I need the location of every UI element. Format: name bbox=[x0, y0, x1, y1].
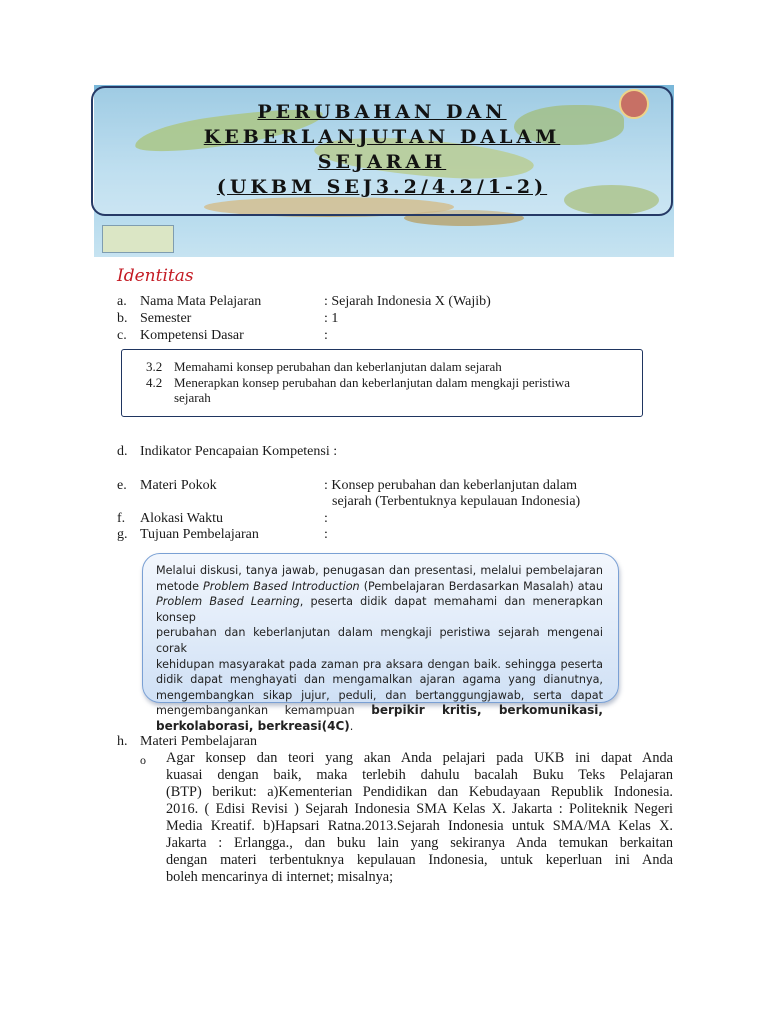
paragraph-line: dengan materi terbentuknya kepulauan Indonesia, untuk keperluan ini Anda bbox=[166, 852, 673, 868]
item-letter-f: f. bbox=[117, 511, 126, 526]
tujuan-text: mengembangankan kemampuan bbox=[156, 704, 372, 718]
title-box bbox=[91, 86, 673, 216]
bullet-icon: o bbox=[140, 753, 146, 767]
tujuan-text: (Pembelajaran Berdasarkan Masalah) atau bbox=[359, 579, 603, 593]
item-label-kompetensi-dasar: Kompetensi Dasar bbox=[140, 328, 244, 343]
item-value-materi-pokok: : Konsep perubahan dan keberlanjutan dalam bbox=[324, 478, 578, 493]
item-letter-a: a. bbox=[117, 294, 127, 309]
item-letter-g: g. bbox=[117, 527, 128, 542]
tujuan-text: . bbox=[349, 719, 354, 733]
identitas-heading: Identitas bbox=[117, 266, 194, 286]
paragraph-line: kuasai dengan baik, maka terlebih dahulu bacalah Buku Teks Pelajaran bbox=[166, 767, 673, 783]
item-label-materi-pokok: Materi Pokok bbox=[140, 478, 217, 493]
tujuan-line: kehidupan masyarakat pada zaman pra aksara dengan baik. sehingga peserta bbox=[156, 657, 603, 671]
tujuan-pembelajaran-box bbox=[142, 553, 619, 733]
item-letter-d: d. bbox=[117, 444, 128, 459]
tujuan-line bbox=[156, 703, 603, 719]
tujuan-line: Melalui diskusi, tanya jawab, penugasan dan presentasi, melalui pembelajaran bbox=[156, 564, 603, 577]
paragraph-line: Jakarta : Erlangga., dan buku lain yang sekiranya Anda temukan berkaitan bbox=[166, 835, 673, 851]
kd-number: 3.2 bbox=[146, 359, 163, 374]
tujuan-line: perubahan dan keberlanjutan dalam mengkaji peristiwa sejarah mengenai corak bbox=[156, 626, 603, 655]
item-label-indikator bbox=[140, 443, 337, 460]
title-line-3: SEJARAH bbox=[317, 151, 447, 173]
kd-text: Menerapkan konsep perubahan dan keberlanjutan dalam mengkaji peristiwa bbox=[174, 375, 570, 390]
title-line-2: KEBERLANJUTAN DALAM bbox=[203, 126, 561, 148]
item-label-materi-pembelajaran: Materi Pembelajaran bbox=[140, 734, 258, 749]
kompetensi-dasar-box bbox=[121, 349, 643, 417]
kd-text: Memahami konsep perubahan dan keberlanjutan dalam sejarah bbox=[174, 359, 502, 374]
tujuan-italic-text: Problem Based Introduction bbox=[203, 579, 360, 593]
item-letter-c: c. bbox=[117, 328, 127, 343]
indikator-label-text: Indikator Pencapaian Kompetensi bbox=[140, 444, 330, 459]
map-inset bbox=[102, 225, 174, 253]
item-label-semester: Semester bbox=[140, 311, 192, 326]
kd-text-continuation: sejarah bbox=[174, 390, 211, 405]
paragraph-line: 2016. ( Edisi Revisi ) Sejarah Indonesia SMA Kelas X. Jakarta : Politeknik Negeri bbox=[166, 801, 673, 817]
indikator-colon: : bbox=[329, 444, 338, 459]
item-letter-e: e. bbox=[117, 478, 127, 493]
item-value-materi-pokok-cont: sejarah (Terbentuknya kepulauan Indonesia) bbox=[332, 494, 581, 509]
item-label-tujuan: Tujuan Pembelajaran bbox=[140, 527, 259, 542]
tujuan-line: didik dapat menghayati dan mengamalkan ajaran agama yang dianutnya, bbox=[156, 673, 603, 687]
tujuan-text: metode bbox=[156, 579, 204, 593]
paragraph-line: Agar konsep dan teori yang akan Anda pelajari pada UKB ini dapat Anda bbox=[166, 750, 673, 766]
item-letter-h: h. bbox=[117, 734, 128, 749]
kd-number: 4.2 bbox=[146, 375, 163, 390]
item-value-tujuan: : bbox=[324, 527, 328, 542]
item-label-alokasi-waktu: Alokasi Waktu bbox=[140, 511, 223, 526]
tujuan-line: mengembangkan sikap jujur, peduli, dan bertanggungjawab, serta dapat bbox=[156, 688, 603, 702]
title-line-1: PERUBAHAN DAN bbox=[257, 101, 507, 123]
tujuan-text: , peserta didik dapat memahami dan menerapkan konsep bbox=[156, 595, 603, 624]
tujuan-bold-text: berkolaborasi, berkreasi(4C) bbox=[156, 718, 350, 733]
item-value-kompetensi-dasar: : bbox=[324, 328, 328, 343]
item-label-nama-mapel: Nama Mata Pelajaran bbox=[140, 294, 262, 309]
item-value-alokasi-waktu: : bbox=[324, 511, 328, 526]
item-letter-b: b. bbox=[117, 311, 128, 326]
tujuan-bold-text: berpikir kritis, berkomunikasi, bbox=[371, 703, 603, 718]
paragraph-line: Media Kreatif. b)Hapsari Ratna.2013.Sejarah Indonesia untuk SMA/MA Kelas X. bbox=[166, 818, 673, 834]
paragraph-line: (BTP) berikut: a)Kementerian Pendidikan dan Kebudayaan Republik Indonesia. bbox=[166, 784, 673, 800]
title-line-4: (UKBM SEJ3.2/4.2/1-2) bbox=[216, 176, 548, 198]
item-value-nama-mapel: : Sejarah Indonesia X (Wajib) bbox=[324, 294, 491, 309]
paragraph-line: boleh mencarinya di internet; misalnya; bbox=[166, 869, 394, 885]
item-value-semester: : 1 bbox=[324, 311, 339, 326]
tujuan-line bbox=[156, 594, 603, 625]
tujuan-italic-text: Problem Based Learning bbox=[156, 595, 300, 609]
materi-pembelajaran-paragraph bbox=[166, 750, 673, 886]
tujuan-line bbox=[156, 579, 603, 595]
